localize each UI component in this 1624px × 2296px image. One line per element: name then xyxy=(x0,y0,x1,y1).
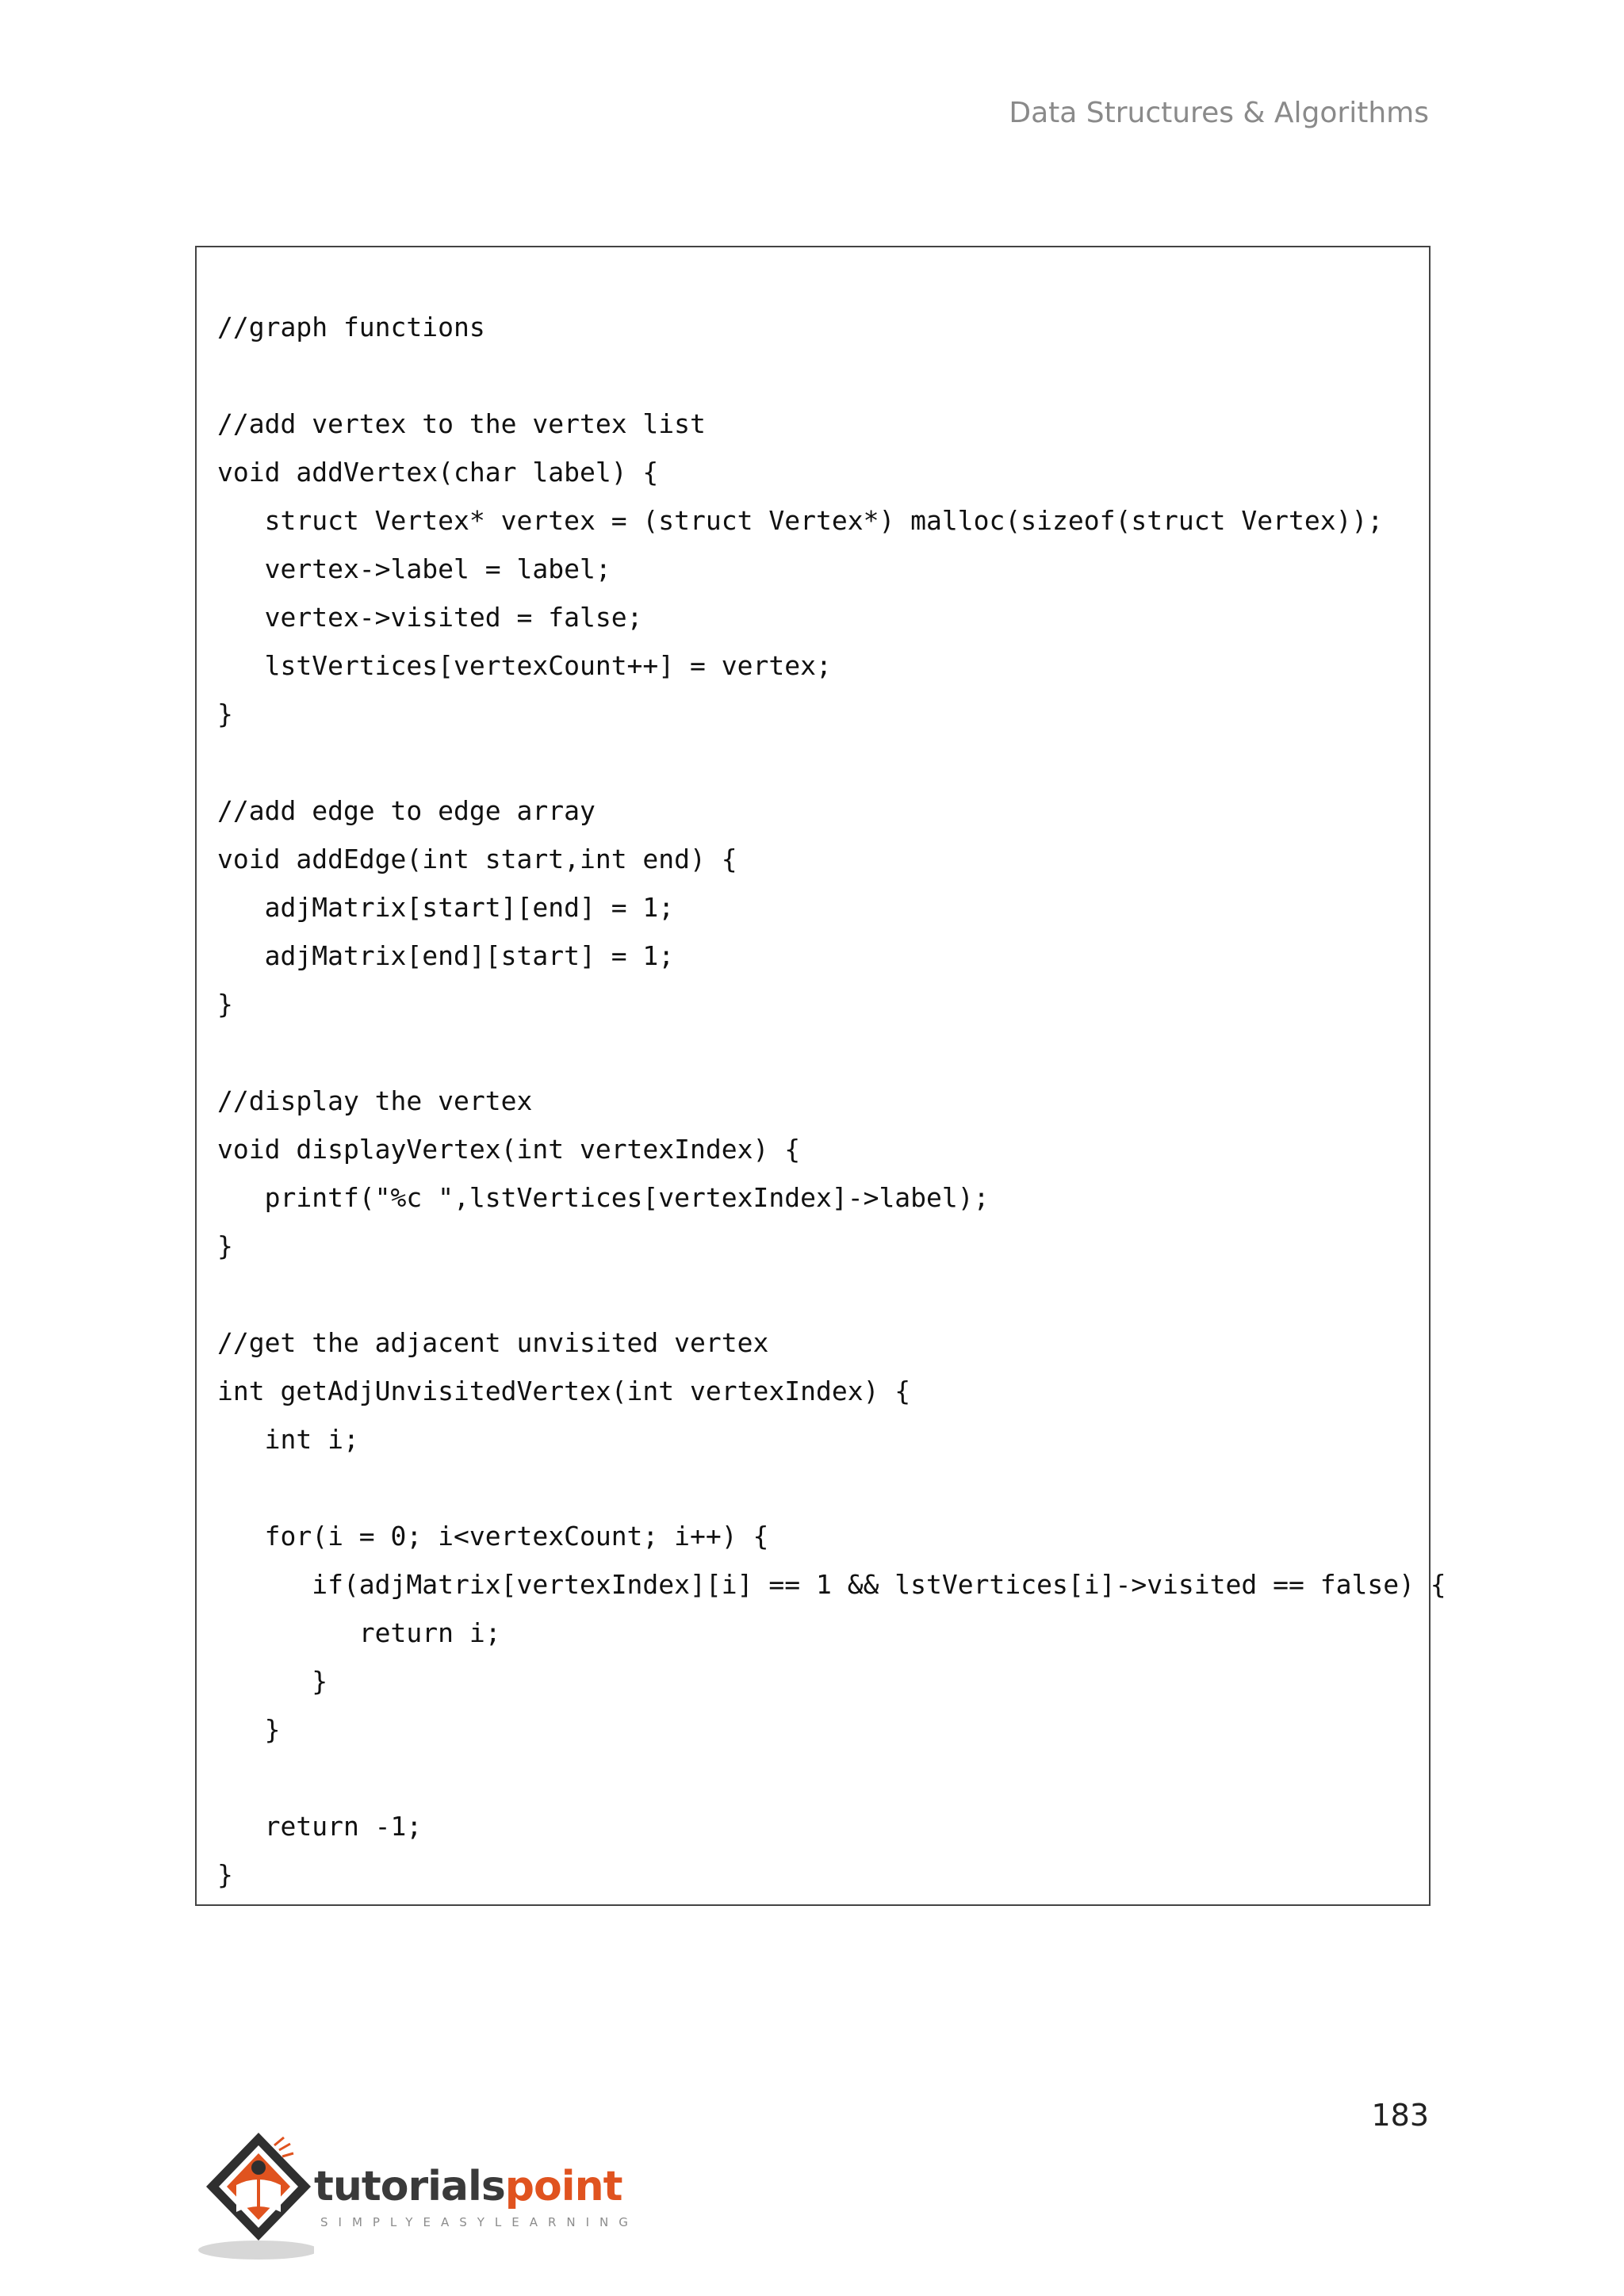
code-line: void displayVertex(int vertexIndex) { xyxy=(217,1134,801,1165)
code-line xyxy=(217,351,1446,400)
code-line: for(i = 0; i<vertexCount; i++) { xyxy=(217,1521,769,1552)
code-line: vertex->label = label; xyxy=(217,553,611,584)
logo-emblem-icon xyxy=(195,2130,314,2264)
code-line xyxy=(217,1028,1446,1077)
logo-wordmark xyxy=(314,2163,622,2210)
code-line xyxy=(217,738,1446,786)
code-block xyxy=(195,246,1446,1906)
code-line xyxy=(217,1464,1446,1512)
code-line: lstVertices[vertexCount++] = vertex; xyxy=(217,650,832,681)
code-line: struct Vertex* vertex = (struct Vertex*) malloc(sizeof(struct Vertex)); xyxy=(217,505,1384,536)
logo-tagline: SIMPLYEASYLEARNING xyxy=(320,2215,638,2229)
code-line: //add vertex to the vertex list xyxy=(217,408,706,439)
code-line: } xyxy=(217,1666,328,1697)
code-line: //graph functions xyxy=(217,312,485,342)
code-line: printf("%c ",lstVertices[vertexIndex]->label); xyxy=(217,1182,990,1213)
code-line: int getAdjUnvisitedVertex(int vertexIndex) { xyxy=(217,1376,911,1406)
logo-word-point: point xyxy=(504,2163,622,2210)
code-line: } xyxy=(217,1714,281,1745)
code-line: } xyxy=(217,1859,233,1890)
logo-word-tutorials: tutorials xyxy=(314,2163,505,2210)
code-line: } xyxy=(217,989,233,1020)
code-line: //display the vertex xyxy=(217,1085,533,1116)
code-line: if(adjMatrix[vertexIndex][i] == 1 && lstVertices[i]->visited == false) { xyxy=(217,1569,1446,1600)
code-line: return i; xyxy=(217,1617,501,1648)
code-line: } xyxy=(217,1230,233,1261)
code-line: //add edge to edge array xyxy=(217,795,596,826)
code-line: vertex->visited = false; xyxy=(217,602,643,633)
code-line: return -1; xyxy=(217,1811,423,1842)
code-line: int i; xyxy=(217,1424,359,1455)
running-header: Data Structures & Algorithms xyxy=(1009,97,1429,129)
code-line: adjMatrix[start][end] = 1; xyxy=(217,892,675,923)
code-line: adjMatrix[end][start] = 1; xyxy=(217,940,675,971)
code-line: void addVertex(char label) { xyxy=(217,457,659,488)
code-line: //get the adjacent unvisited vertex xyxy=(217,1327,769,1358)
code-line xyxy=(217,1754,1446,1802)
code-lines xyxy=(217,303,1446,1899)
code-line: void addEdge(int start,int end) { xyxy=(217,844,737,874)
tutorialspoint-logo xyxy=(195,2130,639,2264)
page-number: 183 xyxy=(1371,2098,1429,2133)
code-line xyxy=(217,1270,1446,1318)
code-line: } xyxy=(217,698,233,729)
